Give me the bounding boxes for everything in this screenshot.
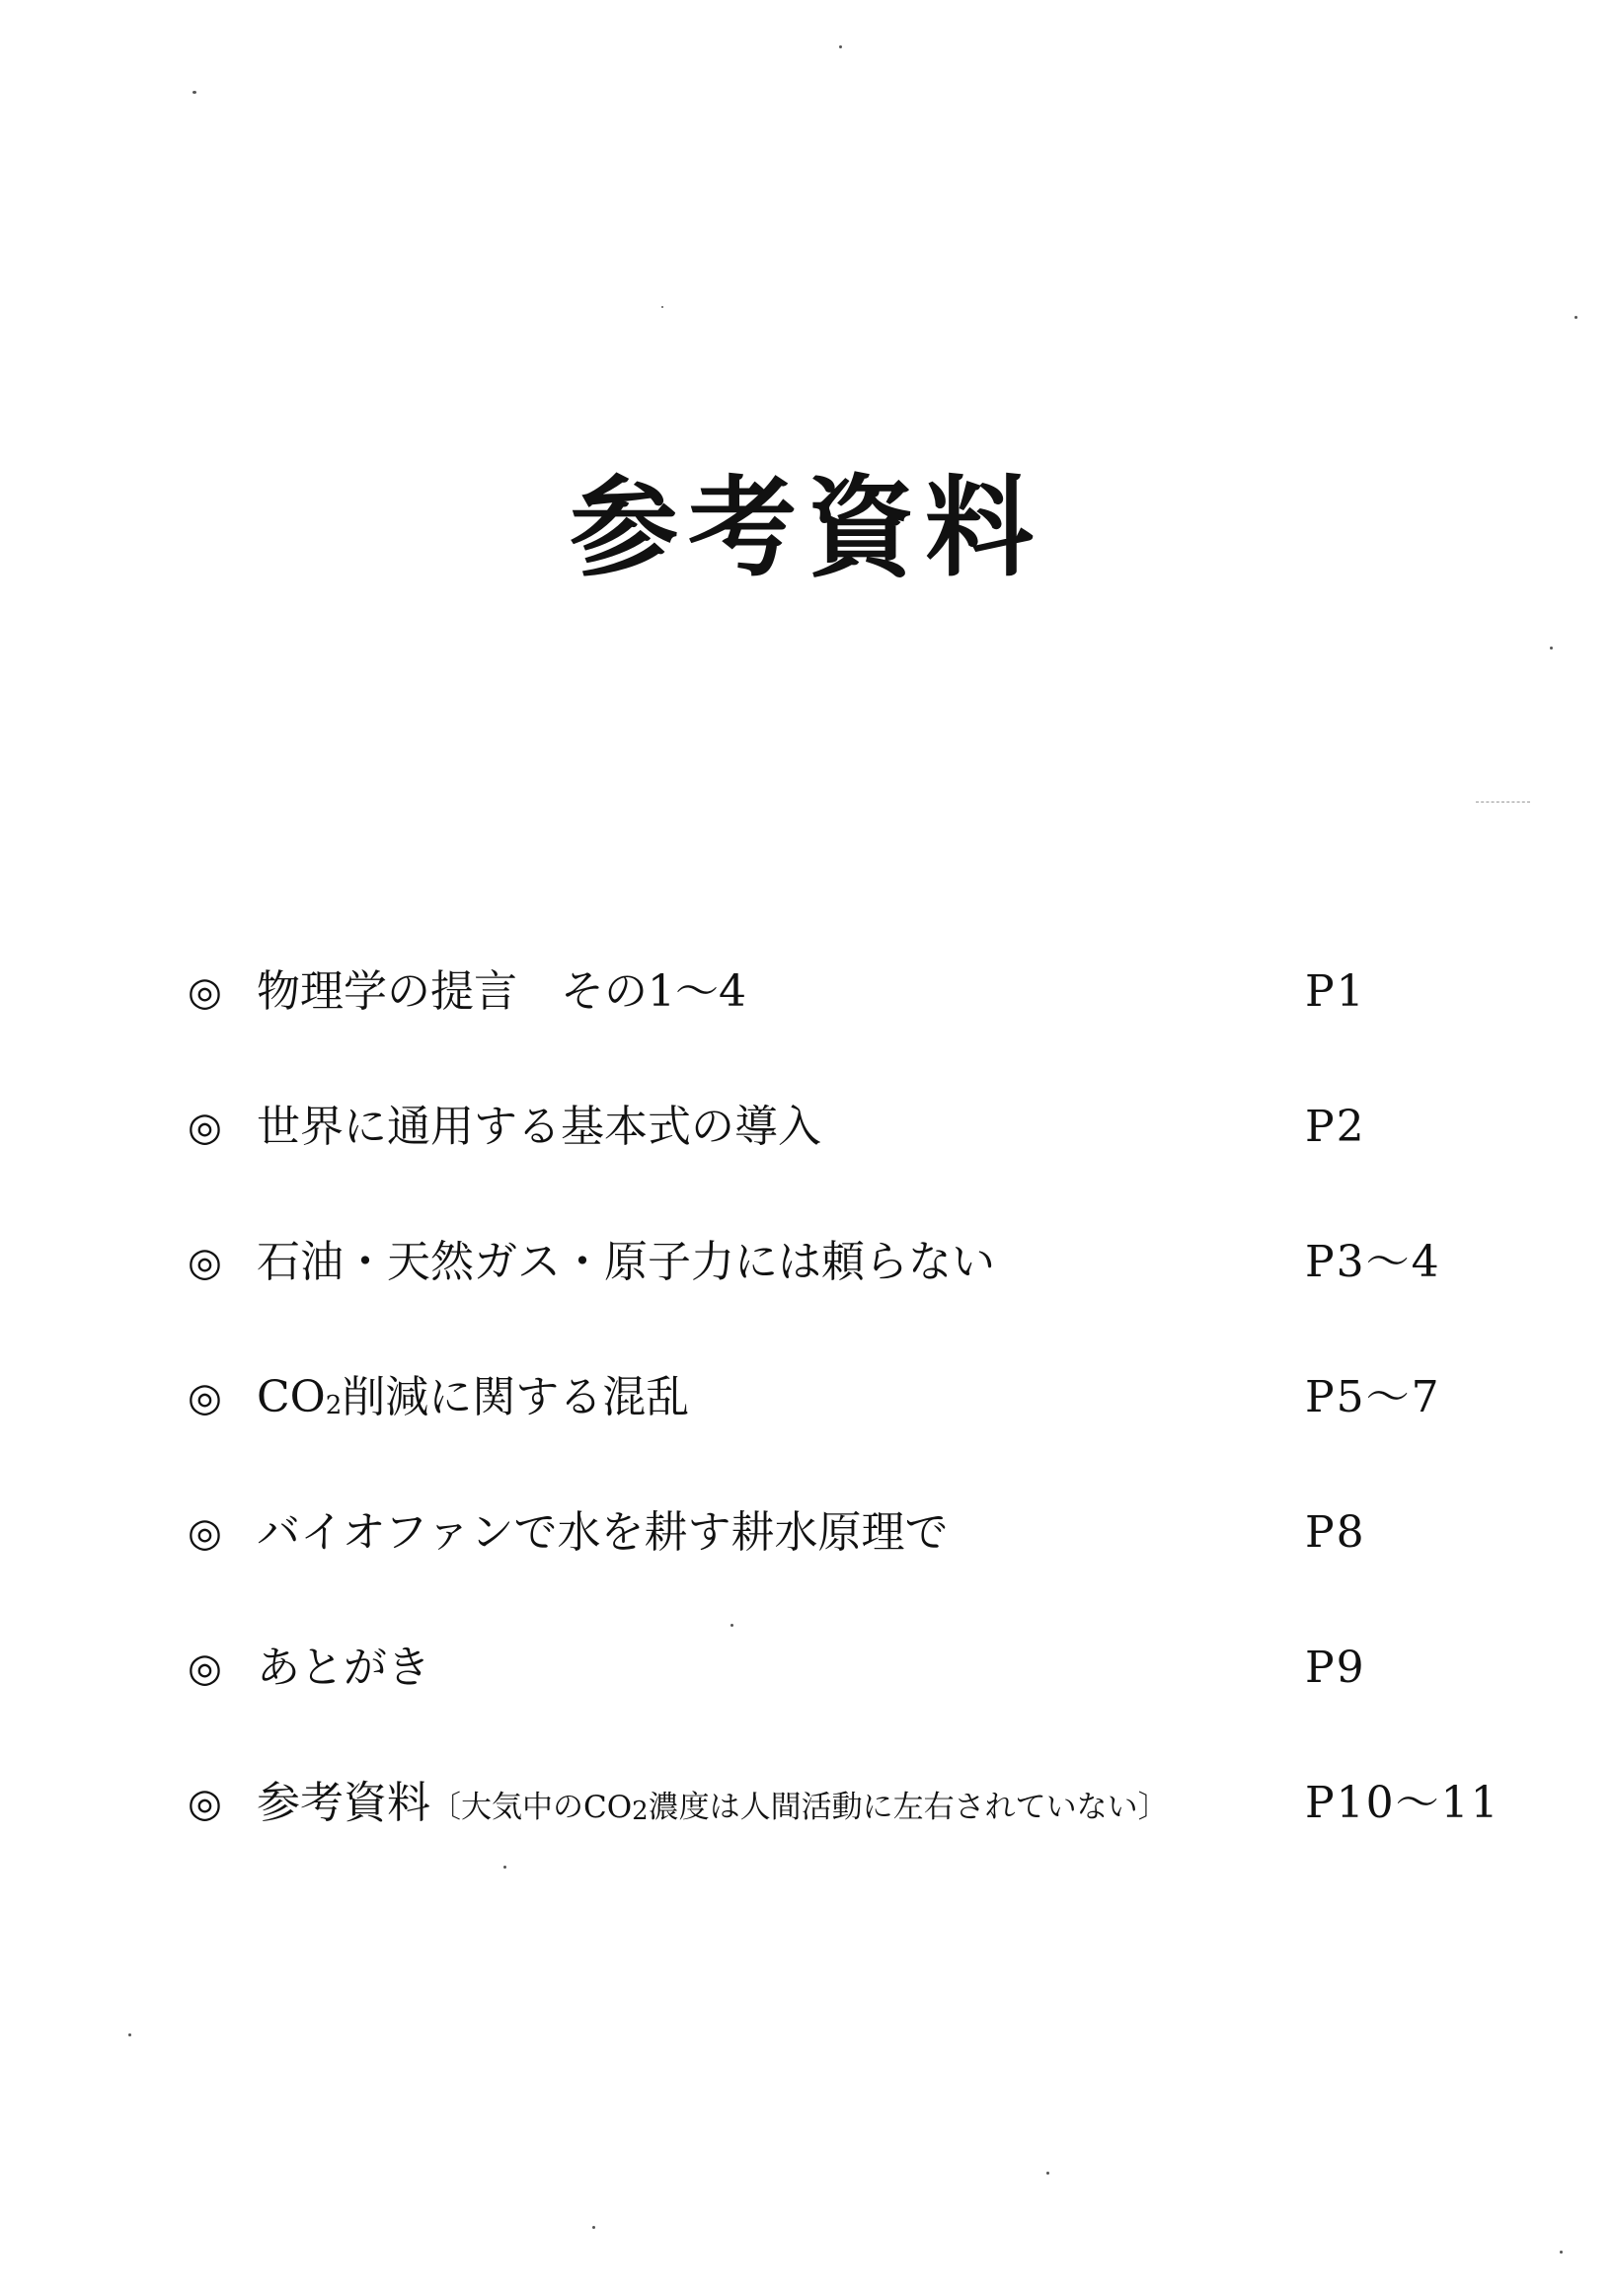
toc-entry-page: P5〜7 <box>1305 1372 1441 1422</box>
double-circle-icon: ◎ <box>188 1781 222 1826</box>
toc-entry-label: 物理学の提言 その1〜4 <box>257 966 746 1017</box>
scan-dash-mark <box>1476 802 1530 804</box>
double-circle-icon: ◎ <box>188 1240 222 1285</box>
toc-entry <box>188 1774 1520 1909</box>
toc-entry-label: あとがき <box>257 1643 430 1693</box>
double-circle-icon: ◎ <box>188 1645 222 1691</box>
double-circle-icon: ◎ <box>188 1510 222 1556</box>
toc-entry-page: P10〜11 <box>1305 1778 1500 1828</box>
toc-entry-label: バイオファンで水を耕す耕水原理で <box>257 1507 949 1558</box>
toc-entry-label: 世界に通用する基本式の導入 <box>257 1102 821 1152</box>
double-circle-icon: ◎ <box>188 1375 222 1420</box>
toc-entry-label <box>257 1774 1169 1841</box>
label-subscript: 2 <box>325 1391 343 1420</box>
double-circle-icon: ◎ <box>188 969 222 1015</box>
scan-speck <box>661 306 663 308</box>
page-title: 参考資料 <box>570 464 1043 591</box>
scan-speck <box>592 2226 595 2229</box>
toc-entry <box>188 1368 1520 1503</box>
toc-entry <box>188 1503 1520 1639</box>
toc-entry-page: P1 <box>1305 966 1366 1017</box>
scan-speck <box>730 1624 733 1627</box>
table-of-contents <box>188 962 1520 1909</box>
scan-speck <box>1550 647 1553 650</box>
toc-entry-page: P2 <box>1305 1102 1366 1152</box>
scan-speck <box>1046 2172 1049 2175</box>
scan-speck <box>1560 2251 1563 2254</box>
scan-speck <box>1575 316 1577 319</box>
toc-entry-page: P8 <box>1305 1507 1366 1558</box>
label-co: CO <box>257 1372 326 1422</box>
toc-entry-page: P9 <box>1305 1643 1366 1693</box>
toc-entry <box>188 1639 1520 1774</box>
label-rest: 削減に関する混乱 <box>342 1372 690 1422</box>
note-subscript: 2 <box>632 1797 649 1826</box>
note-post: 濃度は人間活動に左右されていない〕 <box>648 1790 1169 1825</box>
toc-entry <box>188 1098 1520 1233</box>
note-pre: 〔大気中のCO <box>430 1790 633 1825</box>
toc-entry <box>188 962 1520 1098</box>
scan-speck <box>192 91 196 94</box>
toc-entry-page: P3〜4 <box>1305 1237 1441 1287</box>
scan-speck <box>839 45 842 48</box>
double-circle-icon: ◎ <box>188 1105 222 1150</box>
label-main: 参考資料 <box>257 1778 430 1828</box>
scan-speck <box>128 2033 131 2036</box>
toc-entry-label <box>257 1368 689 1435</box>
toc-entry <box>188 1233 1520 1368</box>
scan-speck <box>503 1866 506 1869</box>
toc-entry-label: 石油・天然ガス・原子力には頼らない <box>257 1237 995 1287</box>
label-note <box>430 1790 1169 1825</box>
